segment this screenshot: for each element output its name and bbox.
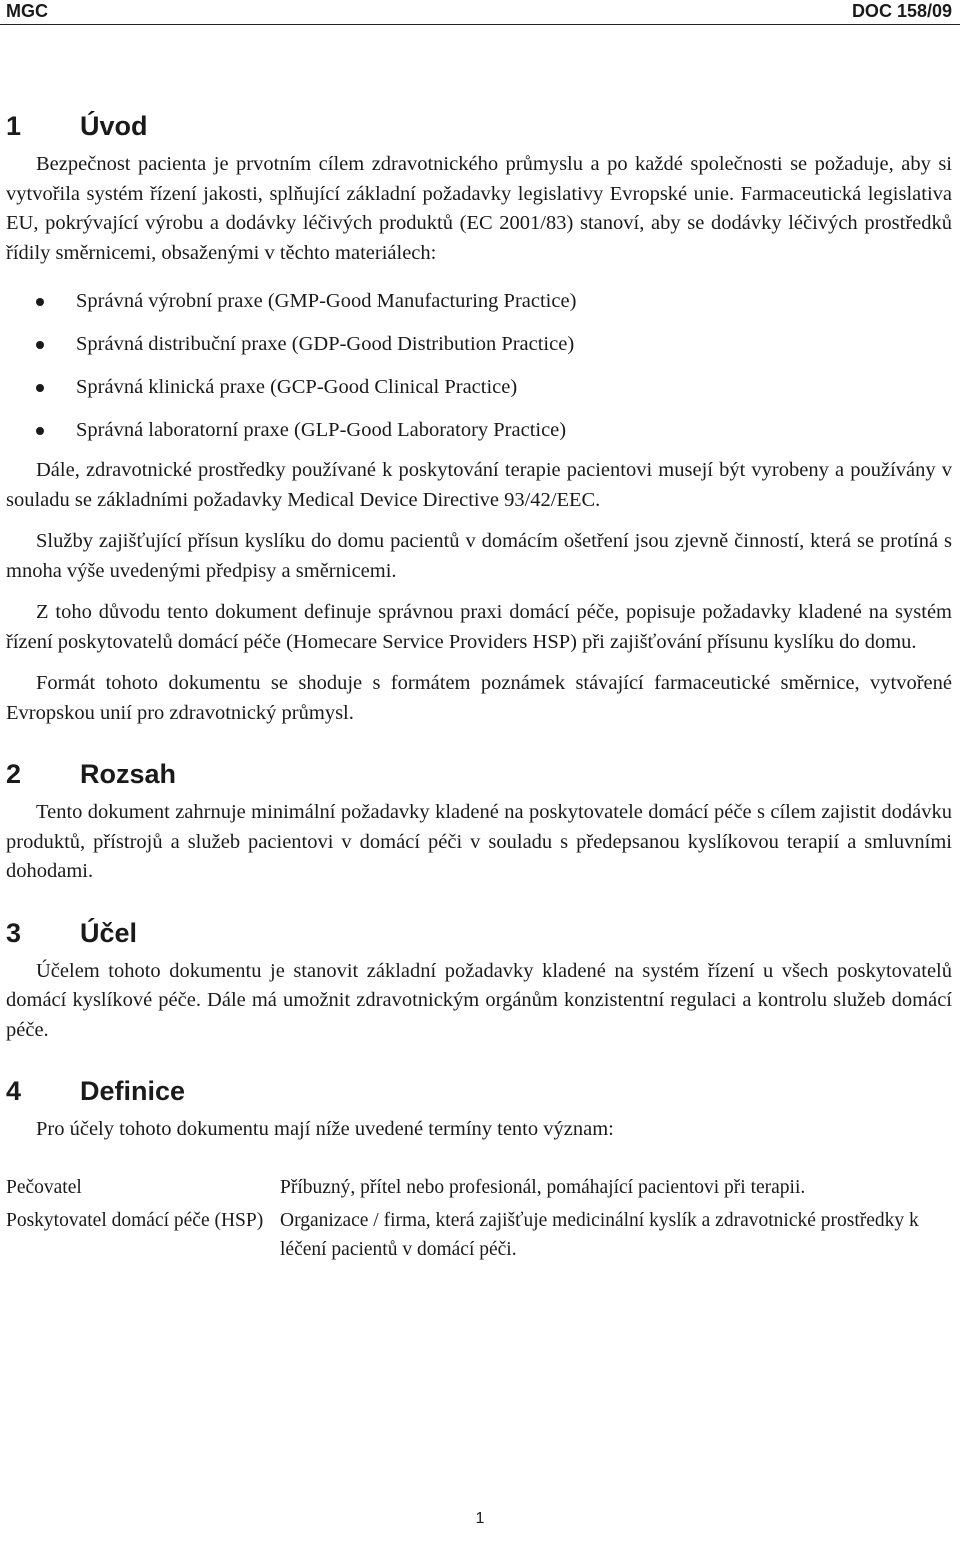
bullet-list bbox=[6, 280, 952, 452]
bullet-icon bbox=[36, 341, 44, 349]
section-title: Rozsah bbox=[80, 759, 177, 789]
table-row bbox=[6, 1173, 952, 1206]
section-title: Účel bbox=[80, 917, 138, 948]
list-item bbox=[6, 323, 952, 366]
bullet-icon bbox=[36, 427, 44, 435]
list-item-text: Správná klinická praxe (GCP-Good Clinical Practice) bbox=[76, 376, 518, 398]
paragraph: Dále, zdravotnické prostředky používané k poskytování terapie pacientovi musejí být vyrobeny a používány v souladu se základními požadavky Medical Device Directive 93/42/EEC. bbox=[6, 459, 952, 511]
section-title: Úvod bbox=[80, 111, 148, 141]
table-row bbox=[6, 1206, 952, 1268]
bullet-icon bbox=[36, 384, 44, 392]
section-title: Definice bbox=[80, 1076, 186, 1106]
paragraph: Účelem tohoto dokumentu je stanovit základní požadavky kladené na systém řízení u všech poskytovatelů domácí kyslíkové péče. Dále má umožnit zdravotnickým orgánům konzistentní regulaci a kontrolu služeb domácí péče. bbox=[6, 959, 952, 1041]
definition-text: Příbuzný, přítel nebo profesionál, pomáhající pacientovi při terapii. bbox=[280, 1176, 806, 1198]
header-doc-number: DOC 158/09 bbox=[851, 1, 952, 21]
section-ucel bbox=[6, 915, 952, 1046]
bullet-icon bbox=[36, 298, 44, 306]
section-number: 1 bbox=[6, 111, 22, 141]
section-number: 3 bbox=[6, 917, 22, 948]
list-item bbox=[6, 409, 952, 452]
section-rozsah bbox=[6, 756, 952, 887]
page-header bbox=[0, 0, 960, 25]
paragraph: Z toho důvodu tento dokument definuje správnou praxi domácí péče, popisuje požadavky kladené na systém řízení poskytovatelů domácí péče (Homecare Service Providers HSP) při zajišťování přísunu kyslíku do domu. bbox=[6, 601, 952, 653]
list-item bbox=[6, 280, 952, 323]
list-item-text: Správná laboratorní praxe (GLP-Good Laboratory Practice) bbox=[76, 419, 567, 441]
header-org: MGC bbox=[6, 1, 48, 21]
section-number: 4 bbox=[6, 1076, 22, 1106]
document-body bbox=[6, 108, 952, 1268]
section-number: 2 bbox=[6, 759, 22, 789]
section-uvod bbox=[6, 108, 952, 728]
page-number: 1 bbox=[475, 1510, 485, 1527]
list-item-text: Správná distribuční praxe (GDP-Good Distribution Practice) bbox=[76, 333, 575, 355]
definition-term: Poskytovatel domácí péče (HSP) bbox=[6, 1209, 264, 1231]
paragraph: Pro účely tohoto dokumentu mají níže uvedené termíny tento význam: bbox=[36, 1118, 614, 1140]
section-heading bbox=[6, 108, 952, 144]
definition-term: Pečovatel bbox=[6, 1176, 82, 1198]
section-heading bbox=[6, 1073, 952, 1109]
list-item bbox=[6, 366, 952, 409]
paragraph: Tento dokument zahrnuje minimální požadavky kladené na poskytovatele domácí péče s cílem zajistit dodávku produktů, přístrojů a služeb pacientovi v domácí péči v souladu s předepsanou kyslíkovou terapií a smluvními dohodami. bbox=[6, 801, 952, 882]
definitions-table bbox=[6, 1173, 952, 1268]
section-heading bbox=[6, 915, 952, 951]
paragraph: Formát tohoto dokumentu se shoduje s formátem poznámek stávající farmaceutické směrnice, vytvořené Evropskou unií pro zdravotnický průmysl. bbox=[6, 672, 952, 724]
paragraph: Bezpečnost pacienta je prvotním cílem zdravotnického průmyslu a po každé společnosti se požaduje, aby si vytvořila systém řízení jakosti, splňující základní požadavky legislativy Evropské unie. Farmaceutická legislativa EU, pokrývající výrobu a dodávky léčivých produktů (EC 2001/83) stanoví, aby se dodávky léčivých prostředků řídily směrnicemi, obsaženými v těchto materiálech: bbox=[6, 153, 952, 264]
section-definice bbox=[6, 1073, 952, 1268]
section-heading bbox=[6, 756, 952, 792]
definition-text: Organizace / firma, která zajišťuje medicinální kyslík a zdravotnické prostředky k léčení pacientů v domácí péči. bbox=[280, 1209, 919, 1260]
paragraph: Služby zajišťující přísun kyslíku do domu pacientů v domácím ošetření jsou zjevně činností, která se protíná s mnoha výše uvedenými předpisy a směrnicemi. bbox=[6, 530, 952, 582]
list-item-text: Správná výrobní praxe (GMP-Good Manufacturing Practice) bbox=[76, 290, 577, 312]
